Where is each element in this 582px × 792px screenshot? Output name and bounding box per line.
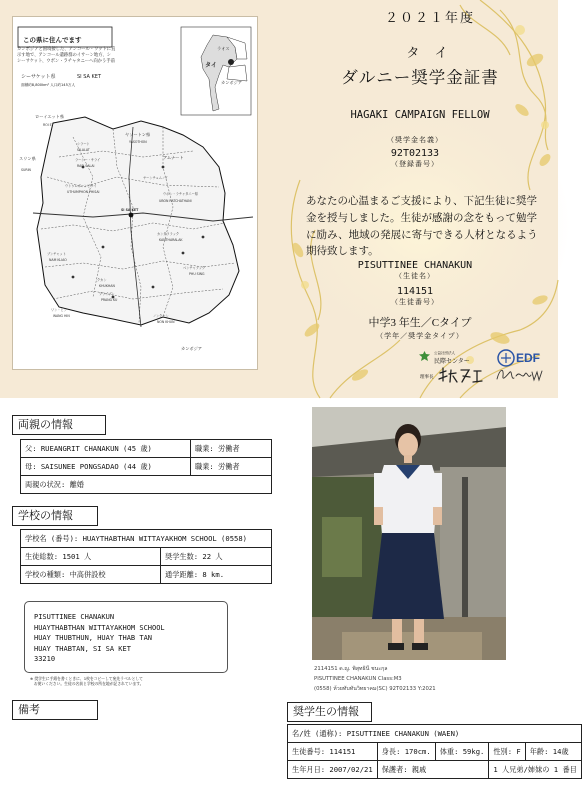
grade-label: （学年／奨学金タイプ） [376,332,464,340]
map-district-label: RASI SALAI [77,164,95,168]
student-photo-graphic [312,407,506,660]
mother-info: 母: SAISUNEE PONGSADAO (44 歳) [21,458,191,476]
photo-caption-line: PISUTTINEE CHANAKUN Class:M3 [314,676,402,682]
certificate-student-name: PISUTTINEE CHANAKUN [357,260,473,271]
school-distance: 通学距離: 8 km. [161,566,272,584]
school-section-heading: 学校の情報 [12,506,98,526]
student-table [287,724,582,779]
map-description-line: 示す地で、アンコール遺跡群のイサーン地方、シ [17,53,112,58]
map-district-label: カンタララック [157,232,180,236]
student-name-label: （生徒名） [395,272,435,280]
map-description-line: シーサケット、ウボン・ラチャタニーへ向かう手前 [17,59,115,64]
address-line: 33210 [34,655,56,663]
student-number: 生徒番号: 114151 [288,743,378,761]
address-note-line: ※ 奨学生に手紙を書くときに、1枚をコピーして宛先ラベルとして [30,676,143,681]
certificate-year: ２０２１年度 [384,10,475,25]
org-type-label: 公益社団法人 [434,351,455,355]
school-name: 学校名 (番号): HUAYTHABTHAN WITTAYAKHOM SCHOOL (0558) [21,530,272,548]
map-district-label: NAM KLIAO [49,258,67,262]
remarks-section-heading: 備考 [12,700,98,720]
parents-section-heading: 両親の情報 [12,415,106,435]
address-line: HUAYTHABTHAN WITTAYAKHOM SCHOOL [34,623,165,632]
map-description-line: カンボジアと国境接した、アンコール・ワットに直 [17,47,116,52]
scholarship-name-label: （奨学金名義） [387,136,443,144]
chairman-label: 理事長 [420,375,434,380]
map-region-label: ROI ET [43,123,54,127]
map-district-label: ラーシー・サライ [75,158,101,162]
map-district-label: ウトゥムポーンピサイ [65,184,97,188]
parents-table [20,439,272,494]
certificate-student-number: 114151 [396,286,434,297]
map-district-label: プライブン [99,292,115,296]
map-district-label: PHU SING [189,272,205,276]
student-birthdate: 生年月日: 2007/02/21 [288,761,378,779]
table-row [21,440,272,458]
certificate-country: タ イ [406,45,454,60]
map-region-label: YASOTHON [129,140,147,144]
table-row [21,566,272,584]
table-row [21,548,272,566]
student-name: 名/姓 (通称): PISUTTINEE CHANAKUN (WAEN) [288,725,582,743]
inset-label-laos: ラオス [217,46,230,51]
student-section-heading: 奨学生の情報 [287,702,372,722]
student-age: 年齢: 14歳 [525,743,581,761]
map-region-label: スリン県 [19,156,36,161]
school-type: 学校の種類: 中高併設校 [21,566,161,584]
school-table [20,529,272,584]
map-province-stats: 面積約8,800km² 人口約145万人 [21,83,76,87]
table-row [21,530,272,548]
address-line: HUAY THABTAN, SI SA KET [34,644,131,653]
student-siblings: 1 人兄弟/姉妹の 1 番目 [489,761,581,779]
certificate-body-text: あなたの心温まるご支援により、下記生徒に奨学金を授与しました。生徒が感謝の念をもって勉学に励み、地域の発展に寄与できる人材となるよう期待致します。 [306,196,538,258]
province-map [12,16,258,370]
map-province-name: シーサケット県 [21,74,56,80]
table-row [288,743,582,761]
map-region-label: ヤソートン県 [125,132,151,137]
map-region-label: UBON RATCHATHANI [159,199,192,203]
address-note [30,676,230,686]
inset-label-cambodia: カンボジア [221,80,242,85]
scholarship-number: 92T02133 [390,148,440,159]
photo-caption-line: (0558) ห้วยทับทันวิทยาคม(SC) 92T02133 Y:2021 [314,686,436,692]
map-district-label: KHUKHAN [99,284,115,288]
map-district-label: KANTHARALAK [159,238,183,242]
student-number-label: （生徒番号） [391,298,439,306]
map-district-label: ベンチャラック [183,266,206,270]
map-region-label: SURIN [21,168,31,172]
map-region-label: アムナート [163,155,184,160]
map-district-label: クカン [97,278,107,282]
photo-caption-line: 2114151 ด.ญ. พิสุทธินี ชนะกุล [314,666,388,672]
map-district-label: NON KHUN [157,320,175,324]
map-region-label: SI SA KET [121,208,139,212]
table-row [21,458,272,476]
map-district-label: ノンクーン [153,314,169,318]
map-district-label: UTHUMPHON PHISAI [67,190,100,194]
student-height: 身長: 170cm. [377,743,435,761]
map-region-label: ローイエット県 [35,114,65,119]
address-line: PISUTTINEE CHANAKUN [34,613,115,621]
table-row [288,725,582,743]
map-province-name-en: SI SA KET [77,74,102,80]
map-district-label: ワン・ヒン [51,308,67,312]
student-photo [312,407,506,660]
minsai-center-icon [418,350,431,363]
student-guardian: 保護者: 親戚 [377,761,489,779]
father-info: 父: RUEANGRIT CHANAKUN (45 歳) [21,440,191,458]
address-note-line: お使いください。生徒の名前と学校の所在地が記されています。 [30,681,144,687]
father-job: 職業: 労働者 [191,440,272,458]
province-map-graphic [13,17,259,371]
edf-text: EDF [516,351,540,365]
map-district-label: SILALAT [77,148,90,152]
address-line: HUAY THUBTHUN, HUAY THAB TAN [34,634,153,642]
map-district-label: PRANG KU [101,298,118,302]
mother-job: 職業: 労働者 [191,458,272,476]
map-district-label: ブンチャット [47,252,66,256]
map-region-label: ウボン・ラチャタニー県 [163,192,198,196]
org-name: 民際センター [434,358,470,365]
certificate [0,0,558,398]
table-row [288,761,582,779]
map-title: この県に住んでます [23,36,82,44]
map-district-label: WANG HIN [53,314,70,318]
school-scholar-count: 奨学生数: 22 人 [161,548,272,566]
table-row [21,476,272,494]
address-label [24,601,228,673]
inset-label-thailand: タイ [205,62,217,69]
map-district-label: シラート [77,142,90,146]
certificate-campaign: HAGAKI CAMPAIGN FELLOW [350,109,490,121]
certificate-title: ダルニー奨学金証書 [341,68,499,87]
signature-script [494,364,546,386]
parents-status: 両親の状況: 離婚 [21,476,272,494]
school-total-students: 生徒総数: 1501 人 [21,548,161,566]
certificate-grade: 中学3 年生／Cタイプ [368,317,472,329]
student-weight: 体重: 59kg. [435,743,489,761]
map-district-label: ヤーンチュムノイ [143,176,169,180]
map-region-label: カンボジア [181,346,202,351]
chairman-signature [436,365,486,387]
registration-number-label: （登録番号） [391,160,439,168]
student-sex: 性別: F [489,743,525,761]
